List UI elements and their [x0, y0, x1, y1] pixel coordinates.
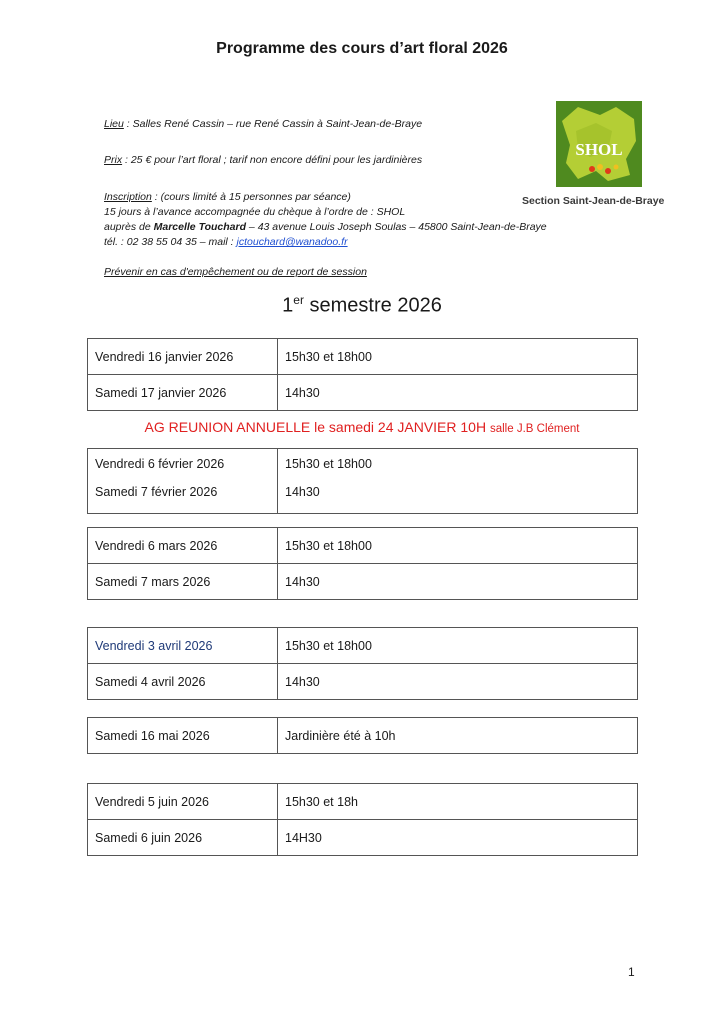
session-time: 14H30: [278, 820, 638, 856]
session-date: Vendredi 6 mars 2026: [88, 528, 278, 564]
page-title: Programme des cours d’art floral 2026: [216, 40, 508, 57]
inscription-text: : (cours limité à 15 personnes par séance): [151, 191, 351, 203]
session-time: 14h30: [285, 485, 320, 499]
session-time: 14h30: [278, 664, 638, 700]
inscription-line3: auprès de Marcelle Touchard – 43 avenue Louis Joseph Soulas – 45800 Saint-Jean-de-Braye: [104, 221, 547, 233]
prevenir-text: Prévenir en cas d'empêchement ou de report de session: [104, 266, 367, 278]
table-fevrier: [87, 448, 638, 514]
inscription-label: Inscription: [104, 191, 152, 203]
table-avril: [87, 627, 638, 700]
prix-line: [104, 153, 574, 168]
table-row: [88, 820, 638, 856]
session-date: Samedi 7 février 2026: [95, 485, 218, 499]
semester-heading: 1er semestre 2026: [282, 293, 442, 317]
inscription-line4: tél. : 02 38 55 04 35 – mail : jctouchard@wanadoo.fr: [104, 236, 348, 248]
table-row: [88, 784, 638, 820]
table-row: [88, 449, 638, 514]
session-date: Samedi 6 juin 2026: [88, 820, 278, 856]
logo-caption: Section Saint-Jean-de-Braye: [522, 195, 665, 207]
ag-main-text: AG REUNION ANNUELLE le samedi 24 JANVIER 10H: [144, 419, 490, 435]
prevenir-line: [104, 265, 574, 280]
ag-announcement: [0, 419, 724, 435]
session-date: Vendredi 16 janvier 2026: [88, 339, 278, 375]
session-date: Samedi 16 mai 2026: [88, 718, 278, 754]
shol-logo: [556, 101, 642, 187]
ag-location: salle J.B Clément: [489, 423, 580, 435]
shol-logo-graphic: [556, 101, 642, 187]
session-time: 15h30 et 18h: [278, 784, 638, 820]
lieu-text: : Salles René Cassin – rue René Cassin à Saint-Jean-de-Braye: [123, 118, 423, 130]
session-dates: [88, 449, 278, 514]
table-row: [88, 664, 638, 700]
session-time: Jardinière été à 10h: [278, 718, 638, 754]
table-row: [88, 339, 638, 375]
session-times: [278, 449, 638, 514]
session-date: Vendredi 6 février 2026: [95, 457, 225, 471]
prix-label: Prix: [104, 154, 123, 166]
lieu-line: [104, 117, 574, 132]
session-time: 14h30: [278, 375, 638, 411]
lieu-label: Lieu: [104, 118, 124, 130]
session-date: Samedi 4 avril 2026: [88, 664, 278, 700]
table-juin: [87, 783, 638, 856]
table-janvier: [87, 338, 638, 411]
table-row: [88, 564, 638, 600]
session-time: 15h30 et 18h00: [278, 628, 638, 664]
table-row: [88, 528, 638, 564]
session-time: 15h30 et 18h00: [278, 339, 638, 375]
table-mai: [87, 717, 638, 754]
logo-text: SHOL: [575, 140, 623, 159]
table-row: [88, 628, 638, 664]
table-row: [88, 375, 638, 411]
table-row: [88, 718, 638, 754]
prix-text: : 25 € pour l’art floral ; tarif non encore défini pour les jardinières: [122, 154, 423, 166]
table-mars: [87, 527, 638, 600]
session-date: Vendredi 3 avril 2026: [88, 628, 278, 664]
session-time: 14h30: [278, 564, 638, 600]
session-time: 15h30 et 18h00: [278, 528, 638, 564]
session-time: 15h30 et 18h00: [285, 457, 372, 471]
session-date: Vendredi 5 juin 2026: [88, 784, 278, 820]
session-date: Samedi 17 janvier 2026: [88, 375, 278, 411]
contact-name: Marcelle Touchard: [153, 221, 247, 233]
page-number: 1: [628, 965, 635, 979]
inscription-line2: 15 jours à l’avance accompagnée du chèque à l’ordre de : SHOL: [104, 206, 406, 218]
session-date: Samedi 7 mars 2026: [88, 564, 278, 600]
inscription-block: [104, 190, 574, 250]
email-link[interactable]: jctouchard@wanadoo.fr: [236, 236, 348, 248]
